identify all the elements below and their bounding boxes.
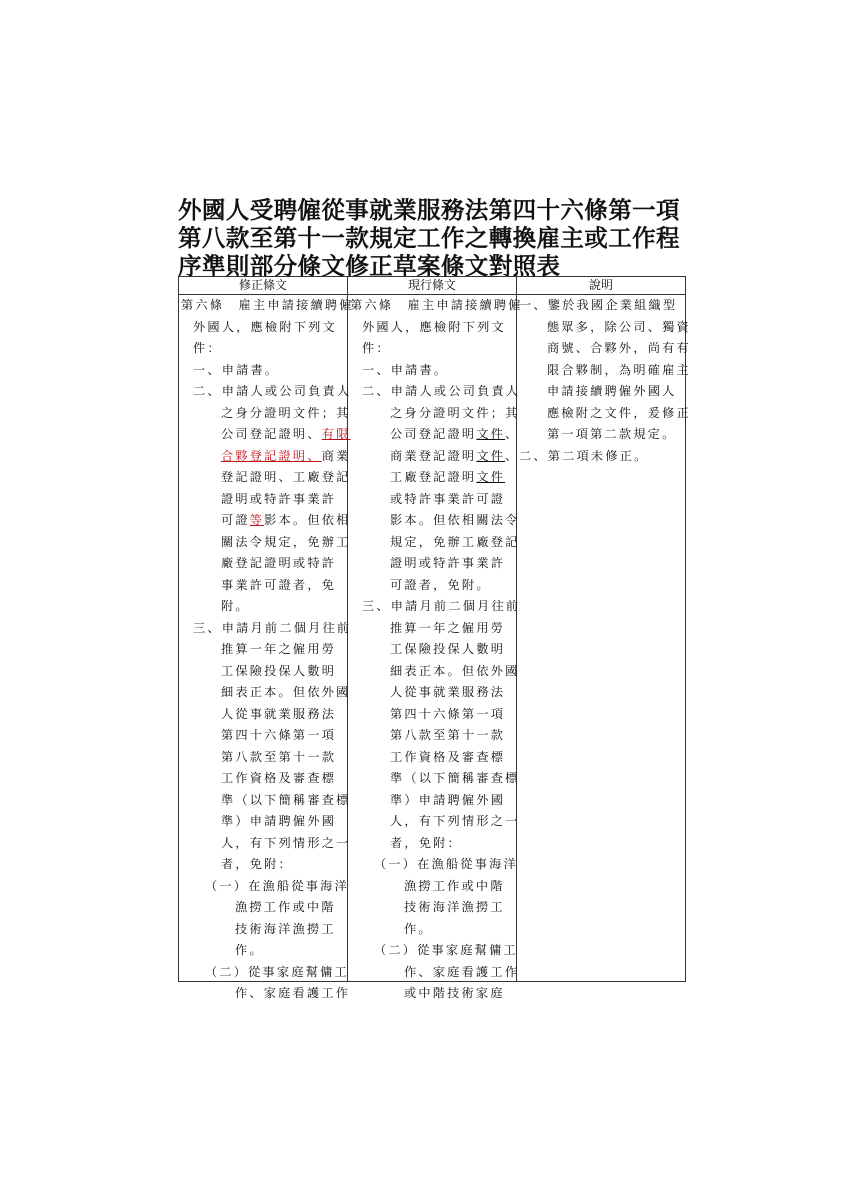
text-line: 事業許可證者，免	[221, 578, 337, 592]
text-line: 一、申請書。	[362, 363, 449, 377]
text-line: 準（以下簡稱審查標	[390, 771, 520, 785]
text-line: 作、家庭看護工作	[235, 986, 351, 1000]
text-line: 漁撈工作或中階	[404, 879, 505, 893]
text-line: 第八款至第十一款	[221, 750, 337, 764]
text-line: 件：	[193, 341, 222, 355]
text-line: 公司登記證明、有限	[221, 427, 351, 441]
inserted-text: 合夥登記證明、	[221, 449, 322, 463]
inserted-text: 有限	[321, 427, 351, 441]
comparison-table	[178, 276, 691, 1000]
inserted-text: 等	[249, 513, 265, 527]
text-line: 外國人，應檢附下列文	[362, 320, 506, 334]
text-line: 漁撈工作或中階	[235, 900, 336, 914]
text-line: 二、第二項未修正。	[519, 449, 649, 463]
header-explanation: 說明	[517, 277, 686, 295]
text-line: 規定，免辦工廠登記	[390, 535, 520, 549]
text-line: 二、申請人或公司負責人	[362, 384, 521, 398]
text-line: 者，免附：	[390, 836, 462, 850]
text-line: （一）在漁船從事海洋	[205, 879, 349, 893]
text-line: 人，有下列情形之一	[390, 814, 520, 828]
text-line: 細表正本。但依外國	[390, 664, 520, 678]
deleted-text: 文件	[476, 427, 506, 441]
text-line: 第六條 雇主申請接續聘僱	[181, 298, 354, 312]
text-line: 附。	[221, 599, 250, 613]
text-line: 可證等影本。但依相	[221, 513, 351, 527]
text-line: 一、鑒於我國企業組織型	[519, 298, 678, 312]
text-line: 或中階技術家庭	[404, 986, 505, 1000]
text-line: 應檢附之文件，爰修正	[547, 406, 691, 420]
text-line: 或特許事業許可證	[390, 492, 506, 506]
text-line: （二）從事家庭幫傭工	[374, 943, 518, 957]
text-line: 態眾多，除公司、獨資	[547, 320, 691, 334]
text-line: 三、申請月前二個月往前	[362, 599, 521, 613]
title-line: 第八款至第十一款規定工作之轉換雇主或工作程	[178, 224, 680, 252]
text-line: 之身分證明文件；其	[221, 406, 351, 420]
text-line: 準）申請聘僱外國	[221, 814, 337, 828]
text-line: 工作資格及審查標	[221, 771, 337, 785]
explanation-cell	[517, 295, 691, 982]
text-line: （一）在漁船從事海洋	[374, 857, 518, 871]
text-line: 作。	[404, 922, 433, 936]
revised-article-cell	[179, 295, 354, 1000]
text-line: 登記證明、工廠登記	[221, 470, 351, 484]
text-line: 可證者，免附。	[390, 578, 491, 592]
text-line: 外國人，應檢附下列文	[193, 320, 337, 334]
text-line: 細表正本。但依外國	[221, 685, 351, 699]
text-line: 申請接續聘僱外國人	[547, 384, 677, 398]
text-line: 關法令規定，免辦工	[221, 535, 351, 549]
deleted-text: 文件	[476, 449, 506, 463]
text-line: 二、申請人或公司負責人	[193, 384, 352, 398]
text-line: 一、申請書。	[193, 363, 280, 377]
text-line: 作。	[235, 943, 264, 957]
document-title	[178, 196, 688, 280]
text-line: 人，有下列情形之一	[221, 836, 351, 850]
text-line: 之身分證明文件；其	[390, 406, 520, 420]
text-line: 推算一年之僱用勞	[221, 642, 337, 656]
deleted-text: 文件	[476, 470, 506, 484]
header-revised: 修正條文	[179, 277, 348, 295]
text-line: 商業登記證明文件、	[390, 449, 520, 463]
text-line: 者，免附：	[221, 857, 293, 871]
header-current: 現行條文	[348, 277, 517, 295]
title-line: 外國人受聘僱從事就業服務法第四十六條第一項	[178, 196, 680, 224]
text-line: 件：	[362, 341, 391, 355]
text-line: 影本。但依相關法令	[390, 513, 520, 527]
title-line: 序準則部分條文修正草案條文對照表	[178, 252, 561, 280]
text-line: （二）從事家庭幫傭工	[205, 965, 349, 979]
text-line: 證明或特許事業許	[390, 556, 506, 570]
text-line: 工保險投保人數明	[390, 642, 506, 656]
text-line: 第六條 雇主申請接續聘僱	[350, 298, 523, 312]
text-line: 推算一年之僱用勞	[390, 621, 506, 635]
text-line: 作、家庭看護工作	[404, 965, 520, 979]
text-line: 限合夥制，為明確雇主	[547, 363, 691, 377]
text-line: 第四十六條第一項	[221, 728, 337, 742]
text-line: 工保險投保人數明	[221, 664, 337, 678]
text-line: 技術海洋漁撈工	[235, 922, 336, 936]
text-line: 第一項第二款規定。	[547, 427, 677, 441]
text-line: 商號、合夥外，尚有有	[547, 341, 691, 355]
text-line: 人從事就業服務法	[390, 685, 506, 699]
text-line: 人從事就業服務法	[221, 707, 337, 721]
text-line: 公司登記證明文件、	[390, 427, 520, 441]
text-line: 工作資格及審查標	[390, 750, 506, 764]
text-line: 準（以下簡稱審查標	[221, 793, 351, 807]
current-article-cell	[348, 295, 523, 1000]
text-line: 第八款至第十一款	[390, 728, 506, 742]
text-line: 第四十六條第一項	[390, 707, 506, 721]
text-line: 準）申請聘僱外國	[390, 793, 506, 807]
text-line: 工廠登記證明文件	[390, 470, 506, 484]
text-line: 技術海洋漁撈工	[404, 900, 505, 914]
text-line: 合夥登記證明、商業	[221, 449, 351, 463]
text-line: 三、申請月前二個月往前	[193, 621, 352, 635]
text-line: 證明或特許事業許	[221, 492, 337, 506]
text-line: 廠登記證明或特許	[221, 556, 337, 570]
